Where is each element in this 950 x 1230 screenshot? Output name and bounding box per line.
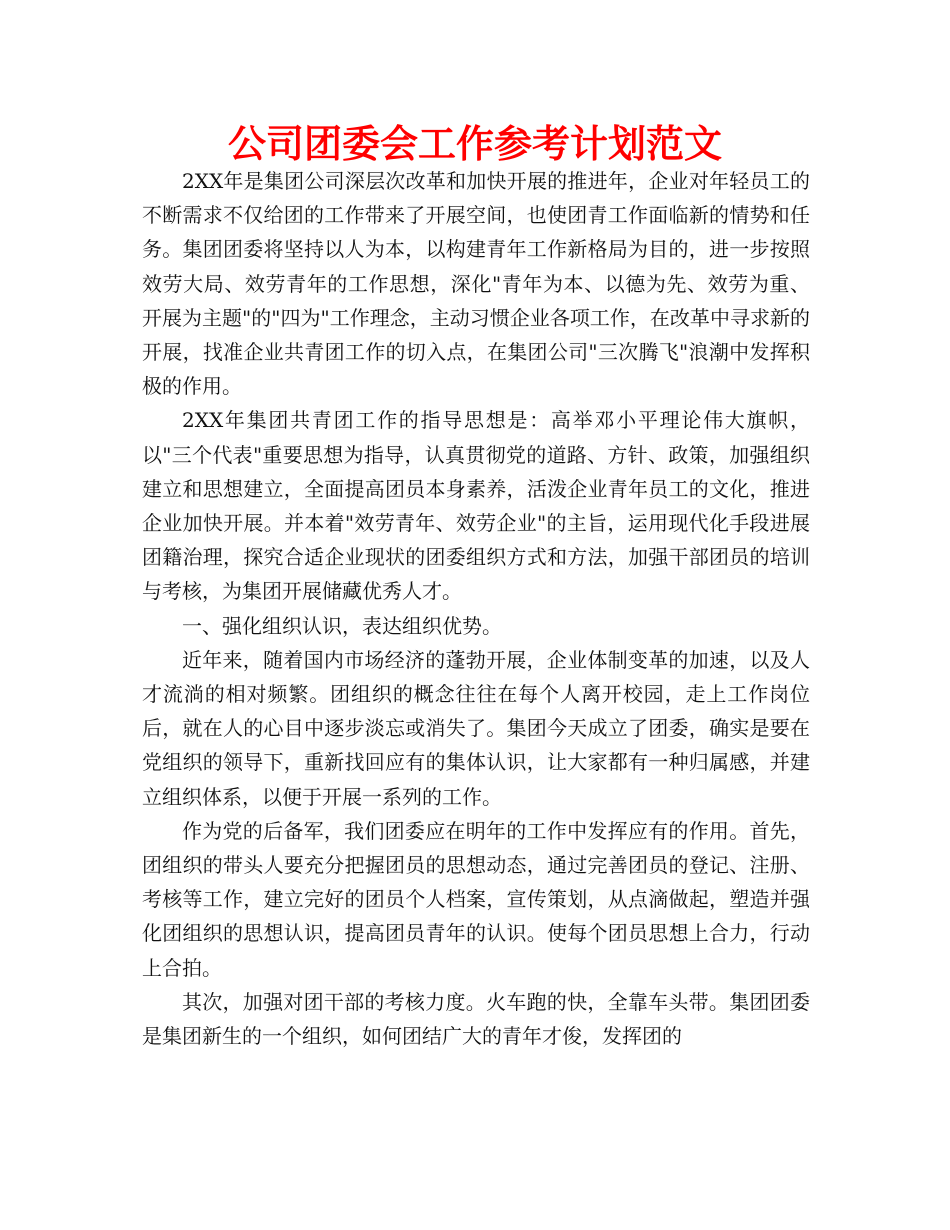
paragraph: 近年来，随着国内市场经济的蓬勃开展，企业体制变革的加速，以及人才流淌的相对频繁。团组织的概念往往在每个人离开校园，走上工作岗位后，就在人的心目中逐步淡忘或消失了。集团今天成立了团委，确实是要在党组织的领导下，重新找回应有的集体认识，让大家都有一种归属感，并建立组织体系，以便于开展一系列的工作。 <box>142 647 810 809</box>
section-heading: 一、强化组织认识，表达组织优势。 <box>182 613 502 638</box>
document-body <box>142 164 810 1053</box>
paragraph: 2XX年是集团公司深层次改革和加快开展的推进年，企业对年轻员工的不断需求不仅给团的工作带来了开展空间，也使团青工作面临新的情势和任务。集团团委将坚持以人为本，以构建青年工作新格局为目的，进一步按照效劳大局、效劳青年的工作思想，深化"青年为本、以德为先、效劳为重、开展为主题"的"四为"工作理念，主动习惯企业各项工作，在改革中寻求新的开展，找准企业共青团工作的切入点，在集团公司"三次腾飞"浪潮中发挥积极的作用。 <box>142 169 810 399</box>
paragraph: 其次，加强对团干部的考核力度。火车跑的快，全靠车头带。集团团委是集团新生的一个组织，如何团结广大的青年才俊，发挥团的 <box>142 989 810 1049</box>
paragraph: 2XX年集团共青团工作的指导思想是：高举邓小平理论伟大旗帜，以"三个代表"重要思想为指导，认真贯彻党的道路、方针、政策，加强组织建立和思想建立，全面提高团员本身素养，活泼企业青年员工的文化，推进企业加快开展。并本着"效劳青年、效劳企业"的主旨，运用现代化手段进展团籍治理，探究合适企业现状的团委组织方式和方法，加强干部团员的培训与考核，为集团开展储藏优秀人才。 <box>142 408 810 604</box>
document-title: 公司团委会工作参考计划范文 <box>227 121 722 166</box>
paragraph: 作为党的后备军，我们团委应在明年的工作中发挥应有的作用。首先，团组织的带头人要充分把握团员的思想动态，通过完善团员的登记、注册、考核等工作，建立完好的团员个人档案，宣传策划，从点滴做起，塑造并强化团组织的思想认识，提高团员青年的认识。使每个团员思想上合力，行动上合拍。 <box>142 818 810 980</box>
